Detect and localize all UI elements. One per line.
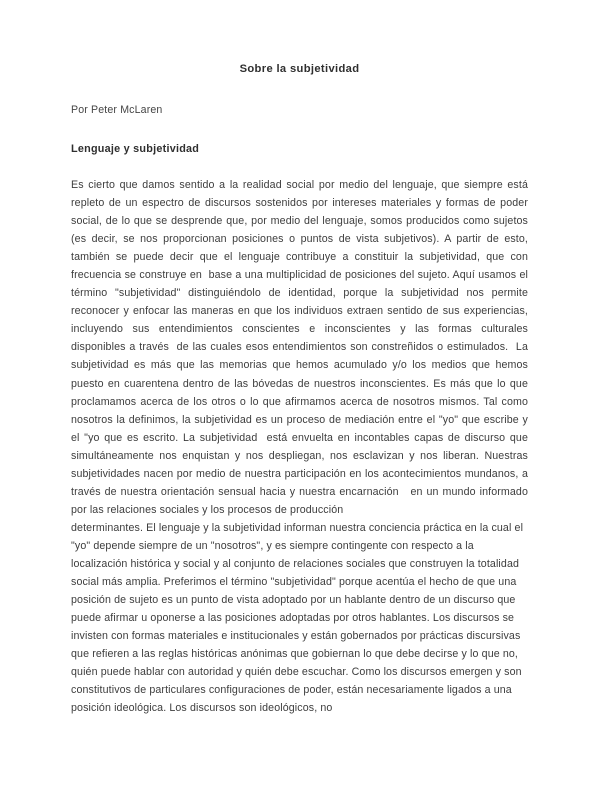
paragraph-1-segment-1: Es cierto que damos sentido a la realidad social por medio del lenguaje, que siempre está repleto de un espectro de discursos sostenidos por intereses materiales y formas de poder social, de lo que se desprende que, por medio del lenguaje, somos producidos como sujetos (es decir, se nos proporcionan posiciones o puntos de vista subjetivos). A partir de esto, también se puede decir que el lenguaje contribuye a constituir la subjetividad, que con frecuencia se construye en base a una multiplicidad de posiciones del sujeto. Aquí usamos el término "subjetividad" distinguiéndolo de identidad, porque la subjetividad nos permite reconocer y enfocar las maneras en que los individuos extraen sentido de sus experiencias, incluyendo sus entendimientos conscientes e inconscientes y las formas culturales disponibles a través de las cuales esos entendimientos son constreñidos o estimulados. La subjetividad es más que las memorias que hemos acumulado y/o los medios que hemos puesto en cuarentena dentro de las bóvedas de nuestros inconscientes. Es más que lo que proclamamos acerca de los otros o lo que afirmamos acerca de nosotros mismos. Tal como nosotros la definimos, la subjetividad es un proceso de mediación entre el "yo" que escribe y el "yo que es escrito. La subjetividad está envuelta en incontables capas de discurso que simultáneamente nos enquistan y nos despliegan, nos esclavizan y nos liberan. Nuestras subjetividades nacen por medio de nuestra participación en los acontecimientos mundanos, a través de nuestra orientación sensual hacia y nuestra encarnación en un mundo informado por las relaciones sociales y los procesos de producción [71, 179, 532, 516]
author-byline: Por Peter McLaren [71, 104, 163, 116]
paragraph-1-segment-2: determinantes. El lenguaje y la subjetividad informan nuestra conciencia práctica en la cual el "yo" depende siempre de un "nosotros", y es siempre contingente con respecto a la localización histórica y social y al conjunto de relaciones sociales que construyen la totalidad social más amplia. Preferimos el término "subjetividad" porque acentúa el hecho de que una posición de sujeto es un punto de vista adoptado por un hablante dentro de un discurso que puede afirmar u oponerse a las posiciones adoptadas por otros hablantes. Los discursos se invisten con formas materiales e institucionales y están gobernados por prácticas discursivas que refieren a las reglas históricas anónimas que gobiernan lo que debe decirse y lo que no, quién puede hablar con autoridad y quién debe escuchar. Como los discursos emergen y son constitutivos de particulares configuraciones de poder, están necesariamente ligados a una posición ideológica. Los discursos son ideológicos, no [71, 521, 527, 715]
body-text-block [71, 176, 532, 717]
section-heading: Lenguaje y subjetividad [71, 143, 200, 155]
page-title: Sobre la subjetividad [239, 63, 360, 75]
paragraph-1 [71, 176, 532, 717]
